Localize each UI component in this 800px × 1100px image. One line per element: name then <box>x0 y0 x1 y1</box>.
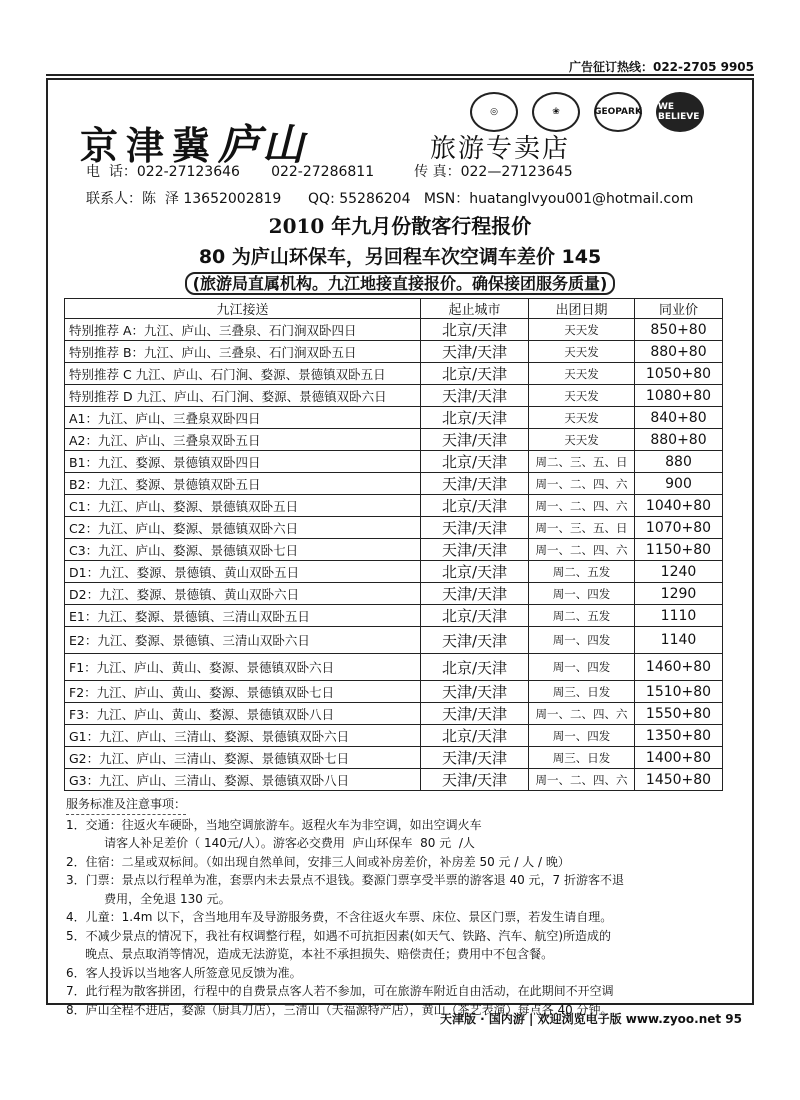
row-city: 北京/天津 <box>421 725 529 747</box>
col-price: 同业价 <box>635 299 723 319</box>
row-route: C2：九江、庐山、婺源、景德镇双卧六日 <box>65 517 421 539</box>
row-date: 天天发 <box>529 319 635 341</box>
row-route: 特别推荐 C 九江、庐山、石门涧、婺源、景德镇双卧五日 <box>65 363 421 385</box>
row-city: 北京/天津 <box>421 561 529 583</box>
note-line: 2．住宿：二星或双标间。（如出现自然单间，安排三人间或补房差价，补房差 50 元 / 人 / 晚） <box>66 854 570 869</box>
row-route: B1：九江、婺源、景德镇双卧四日 <box>65 451 421 473</box>
row-price: 880 <box>635 451 723 473</box>
note-line: 7．此行程为散客拼团，行程中的自费景点客人若不参加，可在旅游车附近自由活动，在此期间不开空调 <box>66 984 614 998</box>
row-price: 1350+80 <box>635 725 723 747</box>
note-line: 6．客人投诉以当地客人所签意见反馈为准。 <box>66 965 302 980</box>
col-city: 起止城市 <box>421 299 529 319</box>
logo-emblem-1: ◎ <box>470 92 518 132</box>
row-route: F3：九江、庐山、黄山、婺源、景德镇双卧八日 <box>65 703 421 725</box>
row-price: 1400+80 <box>635 747 723 769</box>
row-date: 周一、四发 <box>529 627 635 654</box>
row-city: 天津/天津 <box>421 429 529 451</box>
row-route: E2：九江、婺源、景德镇、三清山双卧六日 <box>65 627 421 654</box>
row-price: 1450+80 <box>635 769 723 791</box>
note-line: 费用，全免退 130 元。 <box>66 891 231 906</box>
row-date: 周二、五发 <box>529 605 635 627</box>
table-row <box>65 725 723 747</box>
row-price: 1460+80 <box>635 654 723 681</box>
row-route: C3：九江、庐山、婺源、景德镇双卧七日 <box>65 539 421 561</box>
col-date: 出团日期 <box>529 299 635 319</box>
row-route: F2：九江、庐山、黄山、婺源、景德镇双卧七日 <box>65 681 421 703</box>
row-city: 天津/天津 <box>421 681 529 703</box>
table-row <box>65 539 723 561</box>
row-route: G3：九江、庐山、三清山、婺源、景德镇双卧八日 <box>65 769 421 791</box>
row-price: 850+80 <box>635 319 723 341</box>
row-city: 天津/天津 <box>421 747 529 769</box>
row-city: 天津/天津 <box>421 341 529 363</box>
table-row <box>65 407 723 429</box>
row-city: 天津/天津 <box>421 703 529 725</box>
row-date: 周一、三、五、日 <box>529 517 635 539</box>
row-price: 900 <box>635 473 723 495</box>
row-route: C1：九江、庐山、婺源、景德镇双卧五日 <box>65 495 421 517</box>
page-title: 2010 年九月份散客行程报价 <box>268 214 532 238</box>
service-notes <box>66 795 746 1019</box>
row-route: B2：九江、婺源、景德镇双卧五日 <box>65 473 421 495</box>
row-city: 天津/天津 <box>421 769 529 791</box>
price-note: 80 为庐山环保车，另回程车次空调车差价 145 <box>198 246 602 268</box>
table-row <box>65 451 723 473</box>
notes-lines <box>66 816 746 1020</box>
row-price: 1150+80 <box>635 539 723 561</box>
row-route: 特别推荐 D 九江、庐山、石门涧、婺源、景德镇双卧六日 <box>65 385 421 407</box>
notes-title: 服务标准及注意事项： <box>66 795 186 815</box>
row-price: 1070+80 <box>635 517 723 539</box>
row-date: 周二、三、五、日 <box>529 451 635 473</box>
row-city: 北京/天津 <box>421 451 529 473</box>
row-route: G1：九江、庐山、三清山、婺源、景德镇双卧六日 <box>65 725 421 747</box>
table-row <box>65 769 723 791</box>
table-row <box>65 473 723 495</box>
row-date: 天天发 <box>529 341 635 363</box>
table-row <box>65 561 723 583</box>
contact-phone-fax: 电 话：022-27123646 022-27286811 传 真：022—27123645 <box>86 164 573 180</box>
table-row <box>65 747 723 769</box>
table-row <box>65 341 723 363</box>
note-line: 请客人补足差价（ 140元/人）。游客必交费用 庐山环保车 80 元 /人 <box>66 836 475 850</box>
row-route: A1：九江、庐山、三叠泉双卧四日 <box>65 407 421 429</box>
row-date: 周一、四发 <box>529 654 635 681</box>
ad-hotline: 广告征订热线：022-2705 9905 <box>568 60 754 74</box>
note-line: 3．门票：景点以行程单为准，套票内未去景点不退钱。婺源门票享受半票的游客退 40 元，7 折游客不退 <box>66 873 624 887</box>
table-header-row <box>65 299 723 319</box>
table-row <box>65 363 723 385</box>
row-route: G2：九江、庐山、三清山、婺源、景德镇双卧七日 <box>65 747 421 769</box>
slogan: (旅游局直属机构。九江地接直接报价。确保接团服务质量) <box>0 271 800 294</box>
row-city: 北京/天津 <box>421 407 529 429</box>
itinerary-rows <box>65 319 723 791</box>
brand-name-a: 京津冀 <box>80 123 219 168</box>
row-price: 1110 <box>635 605 723 627</box>
note-line: 5．不减少景点的情况下，我社有权调整行程，如遇不可抗拒因素(如天气、铁路、汽车、航空)所造成的 <box>66 928 612 943</box>
row-price: 1240 <box>635 561 723 583</box>
row-date: 周一、二、四、六 <box>529 495 635 517</box>
table-row <box>65 385 723 407</box>
row-date: 周一、二、四、六 <box>529 539 635 561</box>
row-price: 1290 <box>635 583 723 605</box>
row-price: 880+80 <box>635 429 723 451</box>
row-date: 天天发 <box>529 363 635 385</box>
row-price: 840+80 <box>635 407 723 429</box>
shop-name: 旅游专卖店 <box>430 134 571 164</box>
row-route: 特别推荐 B：九江、庐山、三叠泉、石门涧双卧五日 <box>65 341 421 363</box>
row-price: 1040+80 <box>635 495 723 517</box>
note-line: 1．交通：往返火车硬卧，当地空调旅游车。返程火车为非空调，如出空调火车 <box>66 817 482 832</box>
itinerary-table <box>64 298 723 791</box>
row-date: 周二、五发 <box>529 561 635 583</box>
row-city: 天津/天津 <box>421 385 529 407</box>
row-route: A2：九江、庐山、三叠泉双卧五日 <box>65 429 421 451</box>
row-date: 周一、二、四、六 <box>529 769 635 791</box>
col-route: 九江接送 <box>65 299 421 319</box>
row-city: 北京/天津 <box>421 495 529 517</box>
row-price: 1140 <box>635 627 723 654</box>
row-date: 天天发 <box>529 385 635 407</box>
table-row <box>65 319 723 341</box>
table-row <box>65 429 723 451</box>
row-date: 天天发 <box>529 407 635 429</box>
row-city: 天津/天津 <box>421 473 529 495</box>
row-city: 天津/天津 <box>421 627 529 654</box>
note-line: 4．儿童：1.4m 以下，含当地用车及导游服务费，不含往返火车票、床位、景区门票，若发生请自理。 <box>66 910 613 924</box>
note-line: 8．庐山全程不进店，婺源（厨具刀店），三清山（天福源特产店），黄山（茶艺表演）每点各 40 分钟。 <box>66 1002 613 1017</box>
brand-name-b: 庐山 <box>218 120 307 169</box>
table-row <box>65 703 723 725</box>
row-city: 北京/天津 <box>421 654 529 681</box>
row-price: 1050+80 <box>635 363 723 385</box>
contact-person: 联系人：陈 泽 13652002819 QQ: 55286204 MSN：huatanglvyou001@hotmail.com <box>86 191 694 207</box>
logo-row <box>470 92 704 132</box>
table-row <box>65 583 723 605</box>
row-city: 天津/天津 <box>421 539 529 561</box>
table-row <box>65 654 723 681</box>
row-city: 北京/天津 <box>421 605 529 627</box>
row-route: 特别推荐 A：九江、庐山、三叠泉、石门涧双卧四日 <box>65 319 421 341</box>
row-route: D1：九江、婺源、景德镇、黄山双卧五日 <box>65 561 421 583</box>
row-city: 天津/天津 <box>421 517 529 539</box>
row-route: E1：九江、婺源、景德镇、三清山双卧五日 <box>65 605 421 627</box>
row-price: 880+80 <box>635 341 723 363</box>
row-date: 周一、四发 <box>529 725 635 747</box>
top-rule <box>46 74 754 76</box>
table-row <box>65 627 723 654</box>
row-price: 1080+80 <box>635 385 723 407</box>
row-city: 天津/天津 <box>421 583 529 605</box>
row-date: 周三、日发 <box>529 747 635 769</box>
row-date: 周一、二、四、六 <box>529 473 635 495</box>
row-route: D2：九江、婺源、景德镇、黄山双卧六日 <box>65 583 421 605</box>
table-row <box>65 517 723 539</box>
row-date: 周一、四发 <box>529 583 635 605</box>
geopark-logo: GEOPARK <box>594 92 642 132</box>
logo-emblem-2: ❀ <box>532 92 580 132</box>
row-city: 北京/天津 <box>421 363 529 385</box>
row-city: 北京/天津 <box>421 319 529 341</box>
table-row <box>65 495 723 517</box>
page-footer: 天津版 · 国内游 | 欢迎浏览电子版 www.zyoo.net 95 <box>439 1012 742 1026</box>
row-price: 1550+80 <box>635 703 723 725</box>
table-row <box>65 681 723 703</box>
webelieve-logo: WE BELIEVE <box>656 92 704 132</box>
note-line: 晚点、景点取消等情况，造成无法游览，本社不承担损失、赔偿责任；费用中不包含餐。 <box>66 947 554 961</box>
row-date: 周一、二、四、六 <box>529 703 635 725</box>
row-price: 1510+80 <box>635 681 723 703</box>
row-date: 周三、日发 <box>529 681 635 703</box>
row-date: 天天发 <box>529 429 635 451</box>
row-route: F1：九江、庐山、黄山、婺源、景德镇双卧六日 <box>65 654 421 681</box>
table-row <box>65 605 723 627</box>
